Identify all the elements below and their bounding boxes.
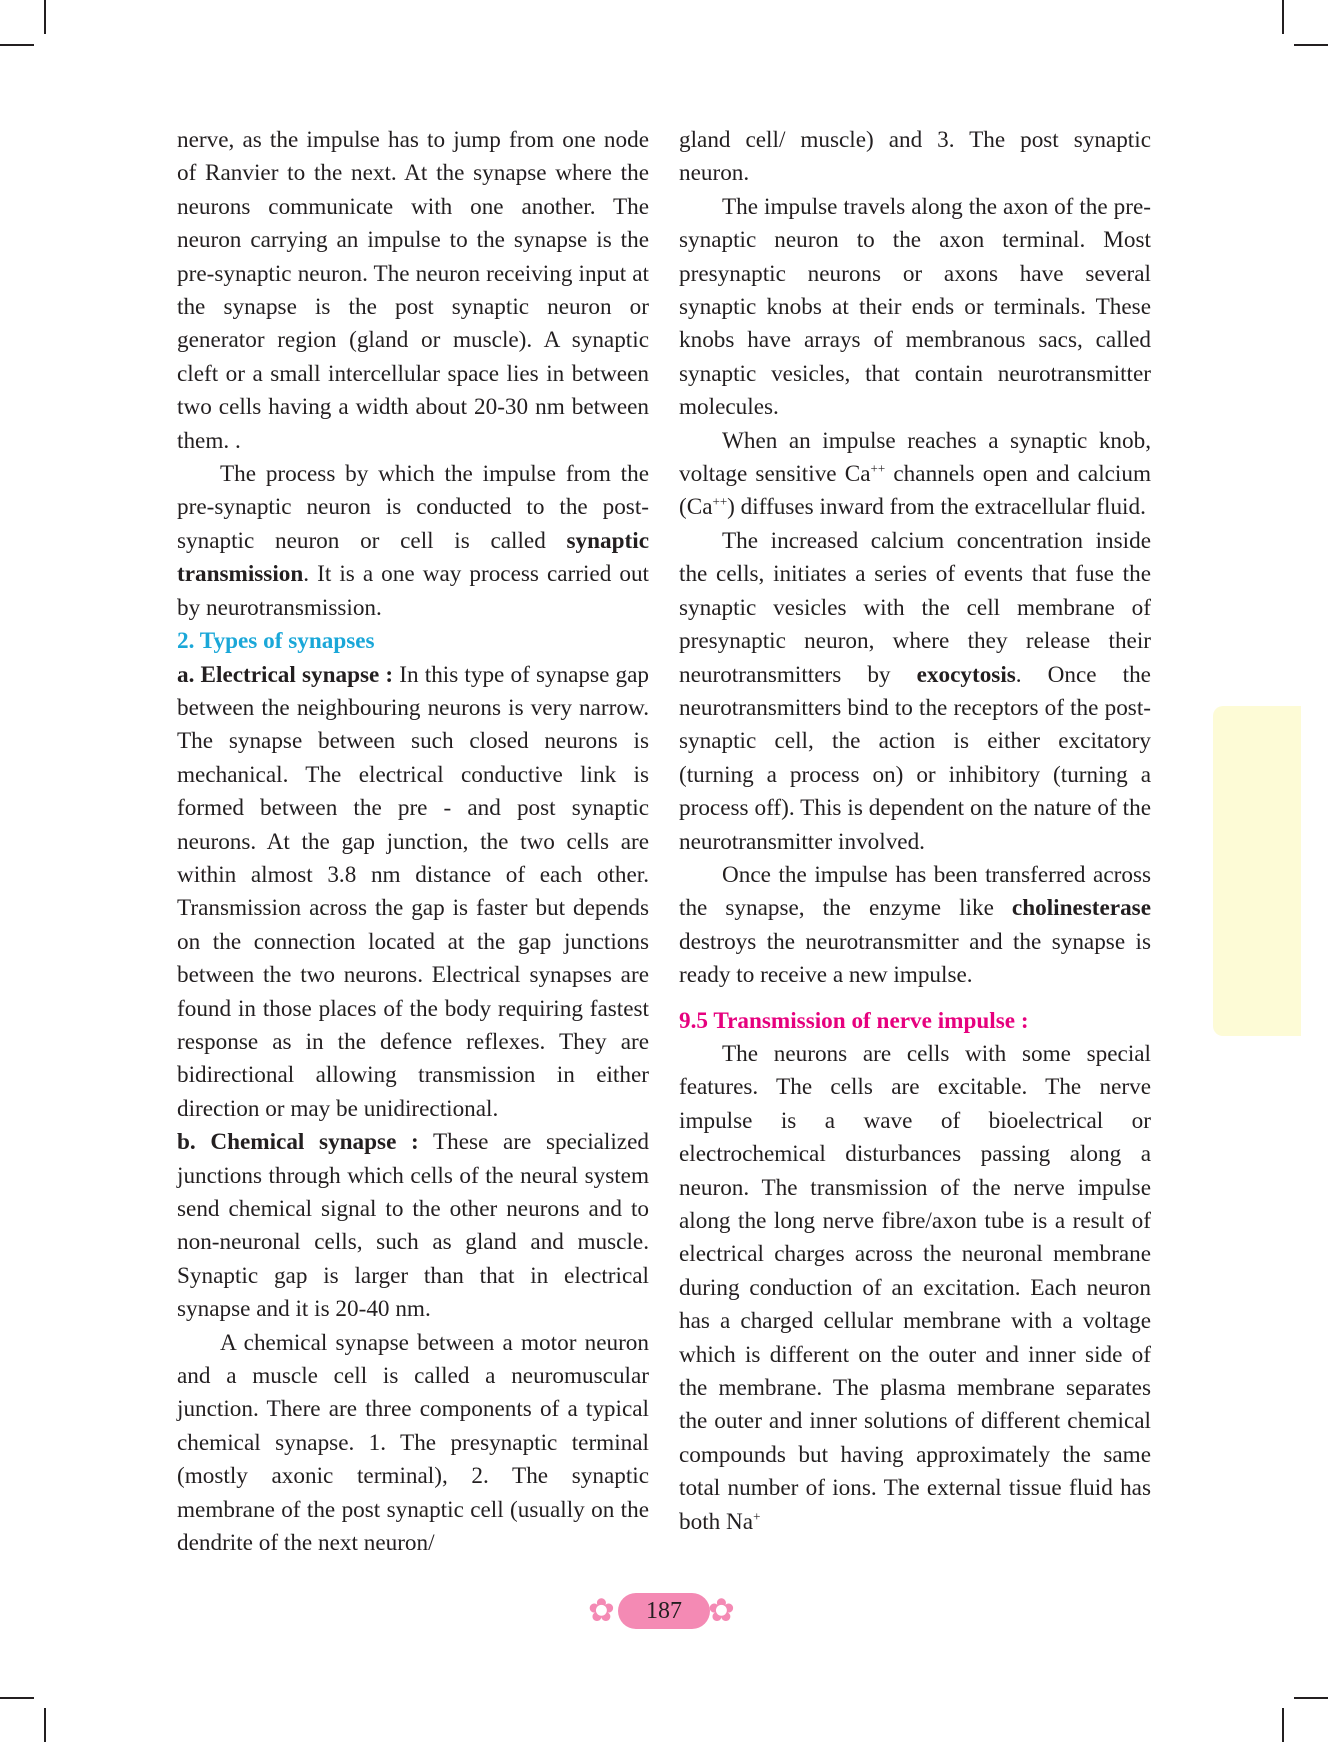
section-heading: 9.5 Transmission of nerve impulse : [679, 1007, 1029, 1034]
flower-ornament-icon: ✿ [588, 1592, 615, 1628]
paragraph: The process by which the impulse from the pre-synaptic neuron is conducted to the post-synaptic neuron or cell is called synaptic transmission. It is a one way process carried out by neurotransmission. [177, 461, 649, 621]
chapter-side-tab [1213, 706, 1301, 1036]
term: synaptic transmission [177, 527, 649, 588]
term: exocytosis [916, 661, 1016, 688]
crop-mark [0, 44, 34, 46]
paragraph: b. Chemical synapse : These are specialized junctions through which cells of the neural system send chemical signal to the other neurons and to non-neuronal cells, such as gland and muscle. Synaptic gap is larger than that in electrical synapse and it is 20-40 nm. [177, 1129, 649, 1323]
paragraph: The increased calcium concentration inside the cells, initiates a series of events that fuse the synaptic vesicles with the cell membrane of presynaptic neuron, where they release their neurotransmitters by exocytosis. Once the neurotransmitters bind to the receptors of the post-synaptic cell, the action is either excitatory (turning a process on) or inhibitory (turning a process off). This is dependent on the nature of the neurotransmitter involved. [679, 527, 1151, 855]
term: cholinesterase [1011, 895, 1151, 922]
crop-mark [44, 1708, 46, 1742]
paragraph: A chemical synapse between a motor neuron and a muscle cell is called a neuromuscular junction. There are three components of a typical chemical synapse. 1. The presynaptic terminal (mostly axonic terminal), 2. The synaptic membrane of the post synaptic cell (usually on the dendrite of the next neuron/ [177, 1329, 649, 1557]
paragraph: nerve, as the impulse has to jump from one node of Ranvier to the next. At the synapse where the neurons communicate with one another. The neuron carrying an impulse to the synapse is the pre-synaptic neuron. The neuron receiving input at the synapse is the post synaptic neuron or generator region (gland or muscle). A synaptic cleft or a small intercellular space lies in between two cells having a width about 20-30 nm between them. . [177, 127, 649, 454]
crop-mark [1282, 0, 1284, 34]
crop-mark [44, 0, 46, 34]
paragraph: When an impulse reaches a synaptic knob, voltage sensitive Ca++ channels open and calcium (Ca++) diffuses inward from the extracellular fluid. [679, 427, 1151, 521]
section-heading: 2. Types of synapses [177, 628, 375, 655]
paragraph: The impulse travels along the axon of the pre-synaptic neuron to the axon terminal. Most presynaptic neurons or axons have several synaptic knobs at their ends or terminals. These knobs have arrays of membranous sacs, called synaptic vesicles, that contain neurotransmitter molecules. [679, 193, 1151, 421]
crop-mark [1294, 44, 1328, 46]
crop-mark [1282, 1708, 1284, 1742]
term: a. Electrical synapse : [177, 661, 394, 688]
paragraph: Once the impulse has been transferred across the synapse, the enzyme like cholinesterase destroys the neurotransmitter and the synapse is ready to receive a new impulse. [679, 861, 1151, 989]
right-column [679, 124, 1151, 1539]
crop-mark [0, 1697, 34, 1699]
paragraph: a. Electrical synapse : In this type of synapse gap between the neighbouring neurons is very narrow. The synapse between such closed neurons is mechanical. The electrical conductive link is formed between the pre - and post synaptic neurons. At the gap junction, the two cells are within almost 3.8 nm distance of each other. Transmission across the gap is faster but depends on the connection located at the gap junctions between the two neurons. Electrical synapses are found in those places of the body requiring fastest response as in the defence reflexes. They are bidirectional allowing transmission in either direction or may be unidirectional. [177, 661, 649, 1122]
paragraph: gland cell/ muscle) and 3. The post synaptic neuron. [679, 127, 1151, 187]
page-number: 187 [618, 1593, 710, 1629]
left-column [177, 124, 649, 1560]
flower-ornament-icon: ✿ [708, 1592, 735, 1628]
term: b. Chemical synapse : [177, 1129, 419, 1156]
crop-mark [1294, 1697, 1328, 1699]
paragraph: The neurons are cells with some special features. The cells are excitable. The nerve impulse is a wave of bioelectrical or electrochemical disturbances passing along a neuron. The transmission of the nerve impulse along the long nerve fibre/axon tube is a result of electrical charges across the neuronal membrane during conduction of an excitation. Each neuron has a charged cellular membrane with a voltage which is different on the outer and inner side of the membrane. The plasma membrane separates the outer and inner solutions of different chemical compounds but having approximately the same total number of ions. The external tissue fluid has both Na+ [679, 1040, 1151, 1535]
